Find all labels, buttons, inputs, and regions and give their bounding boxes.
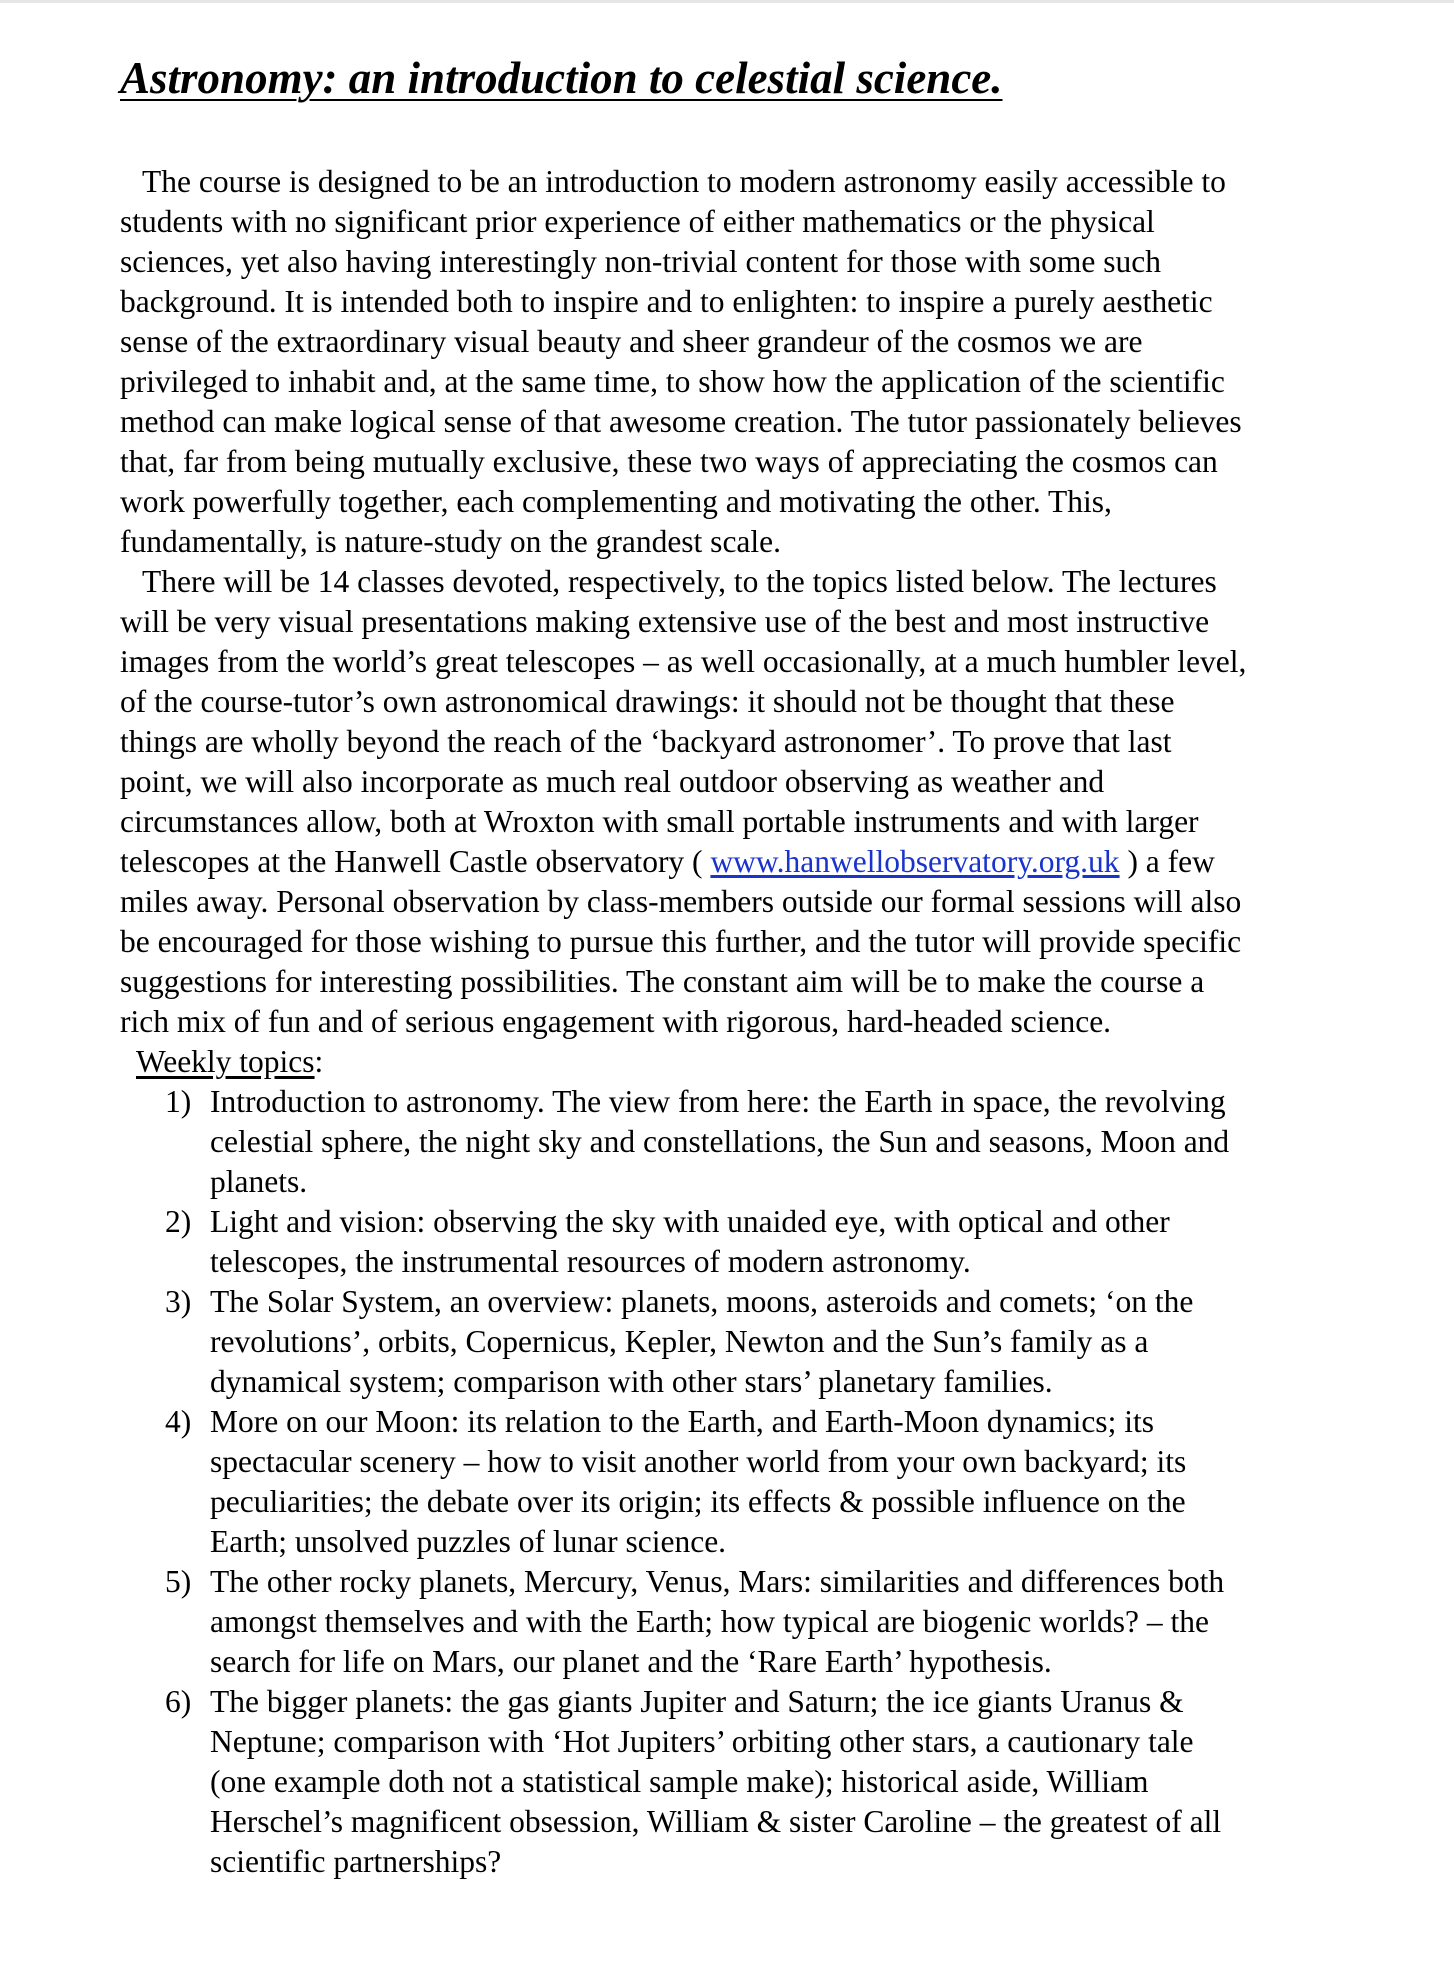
list-item-number: 2) (165, 1204, 192, 1239)
paragraph-line: The course is designed to be an introduction to modern astronomy easily accessible to (142, 164, 1226, 199)
top-border (0, 0, 1454, 3)
paragraph-line: suggestions for interesting possibilities. The constant aim will be to make the course a (120, 964, 1205, 999)
paragraph-line: point, we will also incorporate as much real outdoor observing as weather and (120, 764, 1105, 799)
weekly-topics-list (120, 1082, 1380, 1882)
paragraph-line: fundamentally, is nature-study on the grandest scale. (120, 524, 782, 559)
paragraph-line: things are wholly beyond the reach of the ‘backyard astronomer’. To prove that last (120, 724, 1172, 759)
classes-paragraph (120, 562, 1380, 1042)
list-item-line: planets. (210, 1164, 308, 1199)
observatory-website-link[interactable]: www.hanwellobservatory.org.uk (710, 844, 1120, 879)
paragraph-line: images from the world’s great telescopes – as well occasionally, at a much humbler level, (120, 644, 1247, 679)
paragraph-line: There will be 14 classes devoted, respectively, to the topics listed below. The lectures (142, 564, 1217, 599)
paragraph-line: method can make logical sense of that awesome creation. The tutor passionately believes (120, 404, 1242, 439)
list-item-number: 5) (165, 1564, 192, 1599)
list-item-line: spectacular scenery – how to visit another world from your own backyard; its (210, 1444, 1187, 1479)
paragraph-line: that, far from being mutually exclusive, these two ways of appreciating the cosmos can (120, 444, 1218, 479)
list-item (120, 1682, 1380, 1882)
list-item-number: 6) (165, 1684, 192, 1719)
list-item-line: Neptune; comparison with ‘Hot Jupiters’ orbiting other stars, a cautionary tale (210, 1724, 1194, 1759)
paragraph-line: students with no significant prior experience of either mathematics or the physical (120, 204, 1155, 239)
list-item-line: amongst themselves and with the Earth; how typical are biogenic worlds? – the (210, 1604, 1209, 1639)
list-item-line: Earth; unsolved puzzles of lunar science. (210, 1524, 727, 1559)
weekly-topics-heading (120, 1042, 1380, 1082)
list-item-line: The other rocky planets, Mercury, Venus, Mars: similarities and differences both (210, 1564, 1225, 1599)
paragraph-line: rich mix of fun and of serious engagement with rigorous, hard-headed science. (120, 1004, 1112, 1039)
paragraph-line: miles away. Personal observation by class-members outside our formal sessions will also (120, 884, 1242, 919)
list-item-line: Light and vision: observing the sky with unaided eye, with optical and other (210, 1204, 1170, 1239)
list-item-line: peculiarities; the debate over its origin; its effects & possible influence on the (210, 1484, 1186, 1519)
list-item-line: revolutions’, orbits, Copernicus, Kepler, Newton and the Sun’s family as a (210, 1324, 1149, 1359)
paragraph-line: of the course-tutor’s own astronomical drawings: it should not be thought that these (120, 684, 1175, 719)
list-item-line: telescopes, the instrumental resources of modern astronomy. (210, 1244, 971, 1279)
paragraph-line: work powerfully together, each complementing and motivating the other. This, (120, 484, 1112, 519)
paragraph-line: sense of the extraordinary visual beauty and sheer grandeur of the cosmos we are (120, 324, 1143, 359)
list-item (120, 1082, 1380, 1202)
list-item-line: More on our Moon: its relation to the Earth, and Earth-Moon dynamics; its (210, 1404, 1154, 1439)
list-item (120, 1562, 1380, 1682)
list-item-line: dynamical system; comparison with other stars’ planetary families. (210, 1364, 1053, 1399)
list-item (120, 1282, 1380, 1402)
list-item-number: 4) (165, 1404, 192, 1439)
link-suffix-text: ) a few (1119, 844, 1215, 879)
document-page (120, 52, 1380, 1882)
paragraph-line: sciences, yet also having interestingly non-trivial content for those with some such (120, 244, 1162, 279)
weekly-topics-heading-colon: : (314, 1044, 324, 1079)
list-item-number: 3) (165, 1284, 192, 1319)
list-item-line: The Solar System, an overview: planets, moons, asteroids and comets; ‘on the (210, 1284, 1194, 1319)
paragraph-line: privileged to inhabit and, at the same time, to show how the application of the scientific (120, 364, 1225, 399)
list-item-line: scientific partnerships? (210, 1844, 502, 1879)
list-item-line: The bigger planets: the gas giants Jupiter and Saturn; the ice giants Uranus & (210, 1684, 1184, 1719)
paragraph-line-with-link (120, 842, 1380, 882)
intro-paragraph (120, 162, 1380, 562)
list-item (120, 1402, 1380, 1562)
link-prefix-text: telescopes at the Hanwell Castle observatory ( (120, 844, 711, 879)
list-item-line: celestial sphere, the night sky and constellations, the Sun and seasons, Moon and (210, 1124, 1230, 1159)
list-item-line: search for life on Mars, our planet and the ‘Rare Earth’ hypothesis. (210, 1644, 1052, 1679)
list-item (120, 1202, 1380, 1282)
list-item-line: Introduction to astronomy. The view from here: the Earth in space, the revolving (210, 1084, 1226, 1119)
list-item-number: 1) (165, 1084, 192, 1119)
paragraph-line: will be very visual presentations making extensive use of the best and most instructive (120, 604, 1210, 639)
paragraph-line: background. It is intended both to inspire and to enlighten: to inspire a purely aesthetic (120, 284, 1213, 319)
list-item-line: (one example doth not a statistical sample make); historical aside, William (210, 1764, 1149, 1799)
list-item-line: Herschel’s magnificent obsession, William & sister Caroline – the greatest of all (210, 1804, 1222, 1839)
weekly-topics-heading-text: Weekly topics (136, 1044, 315, 1079)
paragraph-line: circumstances allow, both at Wroxton with small portable instruments and with larger (120, 804, 1199, 839)
document-title: Astronomy: an introduction to celestial science. (120, 53, 1003, 103)
paragraph-line: be encouraged for those wishing to pursue this further, and the tutor will provide specific (120, 924, 1242, 959)
